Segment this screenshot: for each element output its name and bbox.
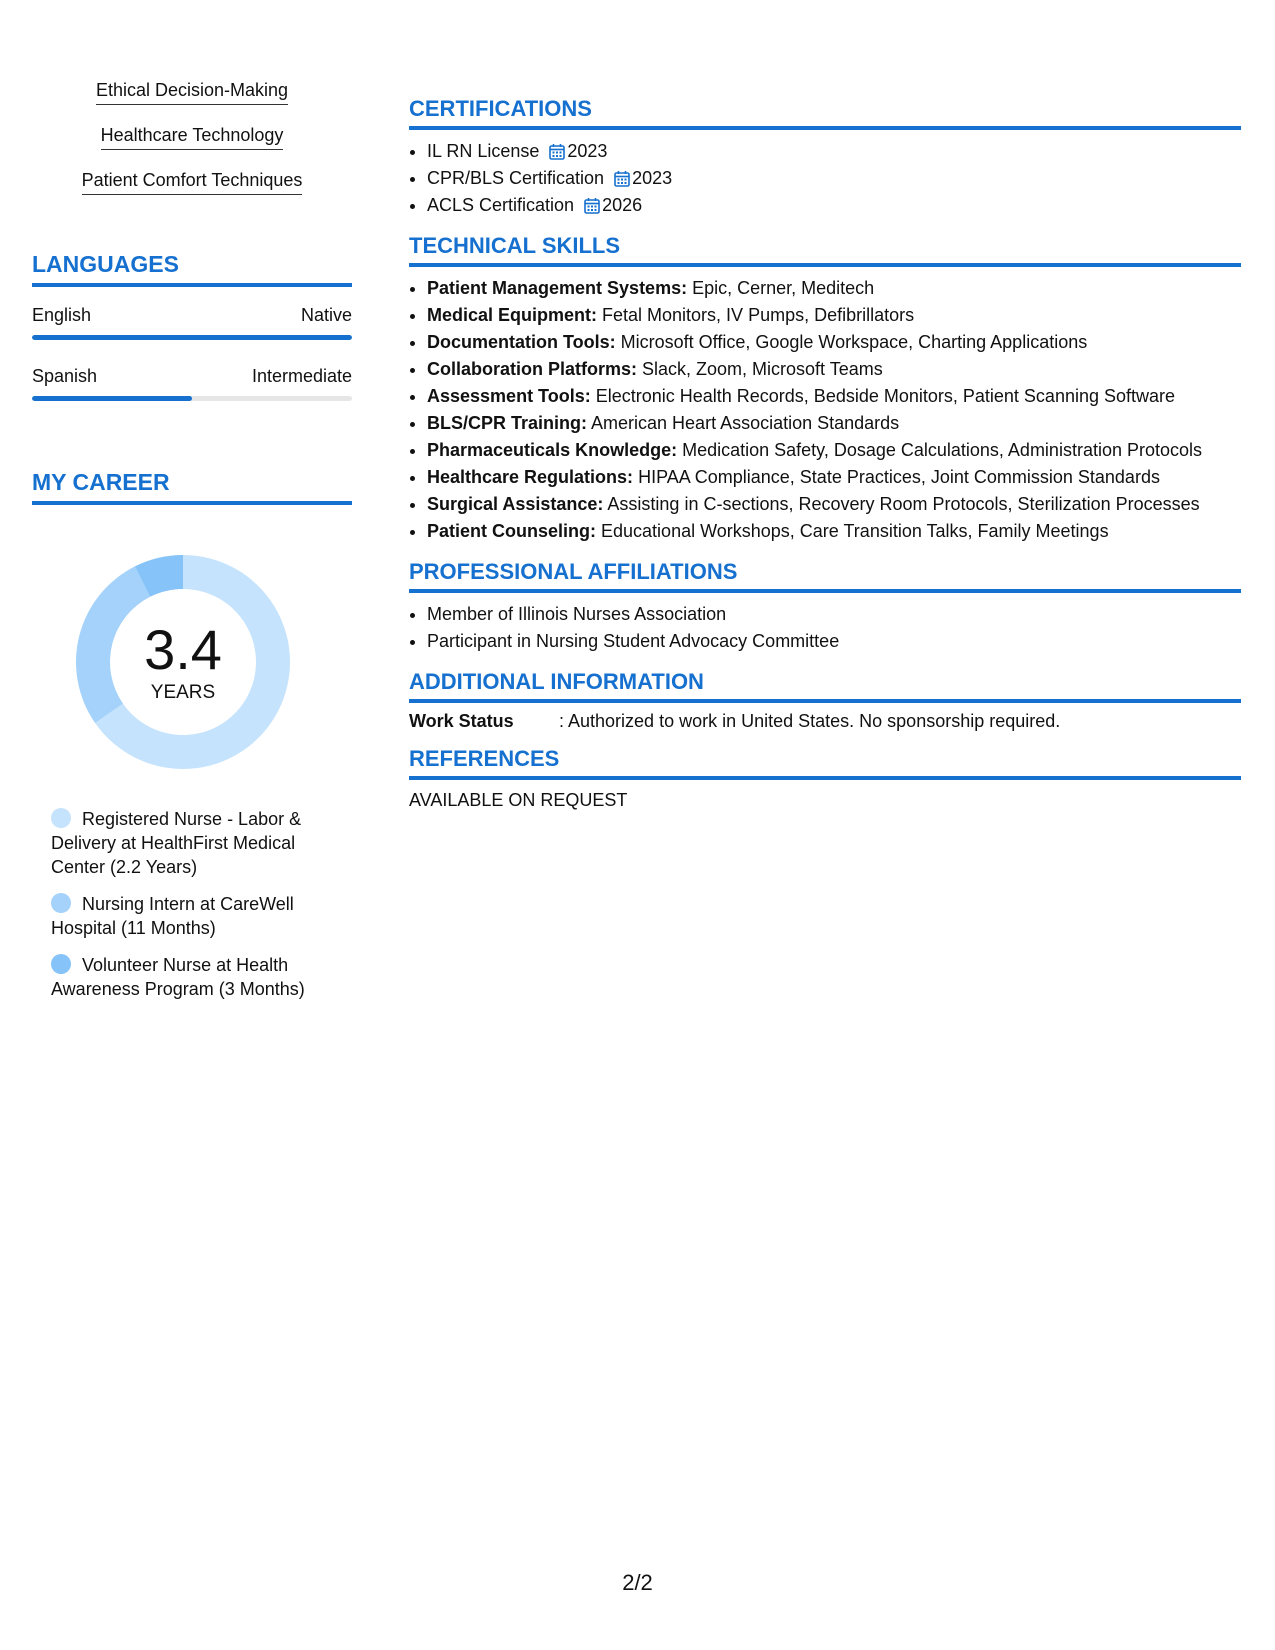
tech-skill-value: Electronic Health Records, Bedside Monitors, Patient Scanning Software (590, 386, 1176, 406)
certification-year: 2023 (632, 168, 673, 188)
certifications-section (409, 96, 1241, 219)
career-legend (51, 807, 331, 1001)
additional-info-heading: ADDITIONAL INFORMATION (409, 669, 1241, 703)
tech-skill-value: Fetal Monitors, IV Pumps, Defibrillators (597, 305, 915, 325)
work-status-row (409, 711, 1241, 732)
legend-dot (51, 808, 71, 828)
legend-item (51, 807, 331, 879)
tech-skill-label: BLS/CPR Training: (427, 413, 588, 433)
skill-item: Patient Comfort Techniques (82, 170, 303, 195)
certification-name: ACLS Certification (427, 195, 575, 215)
certification-item (427, 138, 1241, 165)
certification-name: IL RN License (427, 141, 540, 161)
language-level: Intermediate (251, 366, 352, 386)
tech-skill-value: Educational Workshops, Care Transition Talks, Family Meetings (596, 521, 1109, 541)
affiliation-item: • Member of Illinois Nurses Association (427, 601, 1241, 628)
language-name: English (32, 305, 92, 325)
right-column (409, 96, 1241, 825)
tech-skill-label: Medical Equipment: (427, 305, 598, 325)
calendar-icon (584, 197, 600, 214)
languages-heading: LANGUAGES (32, 251, 352, 287)
affiliation-item: • Participant in Nursing Student Advocacy Committee (427, 628, 1241, 655)
career-heading: MY CAREER (32, 469, 352, 505)
technical-skills-heading: TECHNICAL SKILLS (409, 233, 1241, 267)
tech-skill-item (427, 464, 1241, 491)
tech-skill-value: HIPAA Compliance, State Practices, Joint Commission Standards (633, 467, 1160, 487)
legend-item (51, 892, 331, 940)
references-section (409, 746, 1241, 811)
tech-skill-label: Pharmaceuticals Knowledge: (427, 440, 678, 460)
tech-skill-item (427, 383, 1241, 410)
career-unit: YEARS (150, 682, 216, 703)
tech-skill-item (427, 302, 1241, 329)
tech-skill-value: American Heart Association Standards (587, 413, 900, 433)
certification-year: 2023 (567, 141, 608, 161)
tech-skill-label: Patient Counseling: (427, 521, 597, 541)
tech-skill-value: Medication Safety, Dosage Calculations, Administration Protocols (677, 440, 1203, 460)
tech-skill-item (427, 518, 1241, 545)
affiliations-heading: PROFESSIONAL AFFILIATIONS (409, 559, 1241, 593)
certification-year: 2026 (602, 195, 643, 215)
legend-label: Registered Nurse - Labor & Delivery at HealthFirst Medical Center (2.2 Years) (51, 809, 302, 877)
left-column (32, 80, 352, 1014)
tech-skill-label: Healthcare Regulations: (427, 467, 634, 487)
language-bar (32, 335, 352, 340)
tech-skill-value: Slack, Zoom, Microsoft Teams (637, 359, 883, 379)
tech-skill-label: Assessment Tools: (427, 386, 591, 406)
references-heading: REFERENCES (409, 746, 1241, 780)
language-bar (32, 396, 352, 401)
tech-skill-label: Collaboration Platforms: (427, 359, 638, 379)
tech-skill-value: Epic, Cerner, Meditech (687, 278, 875, 298)
career-total: 3.4 (144, 618, 222, 681)
legend-label: Volunteer Nurse at Health Awareness Program (3 Months) (51, 955, 305, 999)
certification-name: CPR/BLS Certification (427, 168, 605, 188)
language-bar-fill (32, 335, 352, 340)
language-level: Native (300, 305, 352, 325)
additional-info-section (409, 669, 1241, 732)
tech-skill-item (427, 491, 1241, 518)
certification-item (427, 192, 1241, 219)
tech-skill-item (427, 410, 1241, 437)
language-name: Spanish (32, 366, 98, 386)
tech-skill-value: Assisting in C-sections, Recovery Room Protocols, Sterilization Processes (603, 494, 1200, 514)
career-section (32, 469, 352, 1001)
calendar-icon (549, 143, 565, 160)
skill-item: Ethical Decision-Making (96, 80, 288, 105)
language-item (32, 305, 352, 340)
tech-skill-value: Microsoft Office, Google Workspace, Charting Applications (615, 332, 1088, 352)
work-status-value: : Authorized to work in United States. No sponsorship required. (559, 711, 1061, 731)
certifications-heading: CERTIFICATIONS (409, 96, 1241, 130)
language-bar-fill (32, 396, 192, 401)
skills-list (32, 80, 352, 215)
work-status-label: Work Status (409, 711, 514, 731)
language-item (32, 366, 352, 401)
certification-item (427, 165, 1241, 192)
tech-skill-label: Patient Management Systems: (427, 278, 688, 298)
technical-skills-section (409, 233, 1241, 545)
tech-skill-label: Surgical Assistance: (427, 494, 604, 514)
legend-dot (51, 954, 71, 974)
legend-item (51, 953, 331, 1001)
legend-dot (51, 893, 71, 913)
page-number: 2/2 (622, 1570, 653, 1595)
tech-skill-item (427, 356, 1241, 383)
calendar-icon (614, 170, 630, 187)
tech-skill-label: Documentation Tools: (427, 332, 616, 352)
languages-section (32, 251, 352, 401)
skill-item: Healthcare Technology (101, 125, 284, 150)
tech-skill-item (427, 275, 1241, 302)
tech-skill-item (427, 437, 1241, 464)
career-donut-chart (68, 547, 298, 777)
legend-label: Nursing Intern at CareWell Hospital (11 Months) (51, 894, 294, 938)
tech-skill-item (427, 329, 1241, 356)
references-text: AVAILABLE ON REQUEST (409, 790, 628, 810)
affiliations-section (409, 559, 1241, 655)
